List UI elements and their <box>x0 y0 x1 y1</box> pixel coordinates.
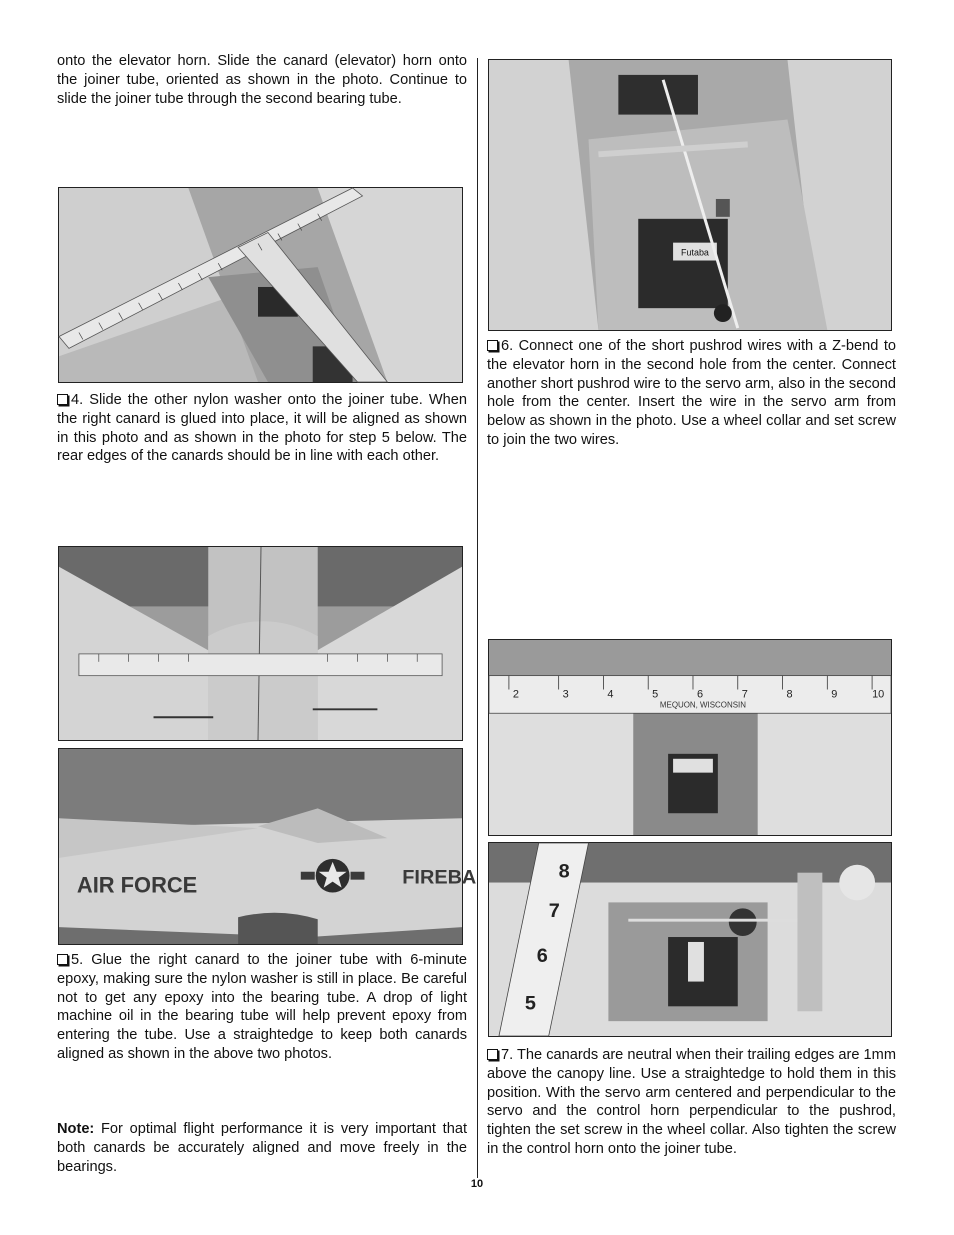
photo-ruler-closeup <box>488 842 892 1037</box>
ruler-mark: 3 <box>562 688 569 701</box>
note-paragraph <box>57 1120 467 1176</box>
ruler-mark: 10 <box>872 688 885 701</box>
note-label: Note: <box>57 1121 95 1137</box>
fuselage-text-left: AIR FORCE <box>76 872 198 898</box>
intro-paragraph: onto the elevator horn. Slide the canard (elevator) horn onto the joiner tube, oriented as shown in the photo. Continue to slide the joiner tube through the second bearing tube. <box>57 53 467 107</box>
ruler-mark: 5 <box>652 688 659 701</box>
step-7-paragraph <box>487 1046 896 1159</box>
ruler-mark: 7 <box>741 688 748 701</box>
step-6-paragraph <box>487 337 896 450</box>
ruler-mark: 7 <box>548 900 560 923</box>
photo-canards-rear-aligned <box>58 546 463 741</box>
servo-label-brand: Futaba <box>681 247 709 258</box>
column-divider <box>477 58 478 1178</box>
ruler-mark: 2 <box>512 688 519 701</box>
step-6-text: 6. Connect one of the short pushrod wires with a Z-bend to the elevator horn in the second hole from the center. Connect another short pushrod wire to the servo arm, also in the second hole from the center. Insert the wire in the servo arm from below as shown in the photo. Use a wheel collar and set screw to join the two wires. <box>487 338 896 448</box>
step-5-paragraph <box>57 951 467 1064</box>
note-text: For optimal flight performance it is very important that both canards be accurately aligned and move freely in the bearings. <box>57 1121 467 1175</box>
checkbox-icon[interactable] <box>487 340 498 351</box>
photo-servo-pushrod <box>488 59 892 331</box>
step-5-text: 5. Glue the right canard to the joiner tube with 6-minute epoxy, making sure the nylon washer is still in place. Be careful not to get any epoxy into the bearing tube. A drop of light machine oil in the bearing tube will help prevent epoxy from entering the tube. Use a straightedge to keep both canards aligned as shown in the above two photos. <box>57 952 467 1062</box>
ruler-mark: 4 <box>607 688 614 701</box>
page-number: 10 <box>470 1178 484 1190</box>
ruler-mark: 5 <box>524 992 536 1015</box>
photo-ruler-top-view <box>488 639 892 836</box>
fuselage-text-right: FIREBA <box>402 866 477 889</box>
step-4-paragraph <box>57 391 467 466</box>
photo-canards-straightedge <box>58 187 463 383</box>
ruler-mark: 9 <box>831 688 838 701</box>
ruler-mark: 6 <box>536 944 548 967</box>
photo-fuselage-side <box>58 748 477 945</box>
ruler-mark: 8 <box>558 860 570 883</box>
checkbox-icon[interactable] <box>57 394 68 405</box>
ruler-mark: 6 <box>696 688 704 701</box>
ruler-mark: 8 <box>786 688 793 701</box>
step-7-text: 7. The canards are neutral when their trailing edges are 1mm above the canopy line. Use a straightedge to hold them in this position. With the servo arm centered and perpendicular to the servo and the control horn perpendicular to the pushrod, tighten the set screw in the wheel collar. Also tighten the screw in the control horn onto the joiner tube. <box>487 1047 896 1157</box>
checkbox-icon[interactable] <box>57 954 68 965</box>
checkbox-icon[interactable] <box>487 1049 498 1060</box>
step-4-text: 4. Slide the other nylon washer onto the joiner tube. When the right canard is glued into place, it will be aligned as shown in this photo and as shown in the photo for step 5 below. The rear edges of the canards should be in line with each other. <box>57 392 467 465</box>
ruler-maker-text: MEQUON, WISCONSIN <box>659 700 746 710</box>
